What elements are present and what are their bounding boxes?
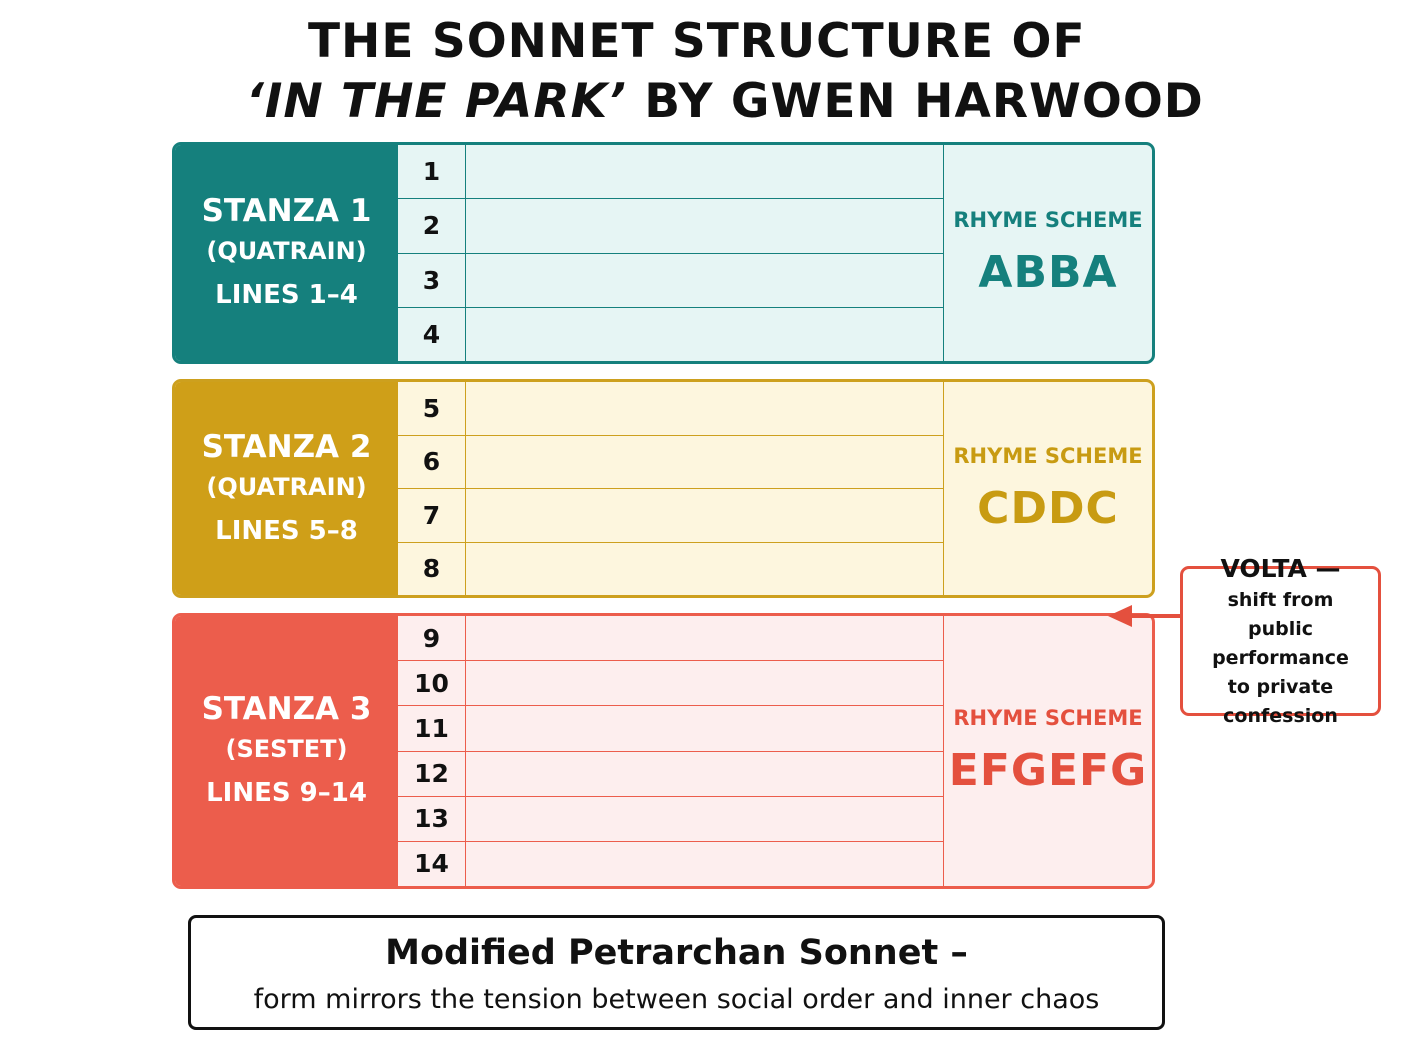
rhyme-scheme-label: RHYME SCHEME	[953, 443, 1143, 468]
stanza-label-2	[175, 382, 398, 595]
line-text-cell	[466, 488, 943, 542]
line-number: 2	[398, 198, 465, 252]
rhyme-scheme-value: EFGEFG	[948, 745, 1148, 796]
line-text-cell	[466, 307, 943, 361]
stanza-label-1	[175, 145, 398, 361]
stanza-form: (SESTET)	[225, 735, 348, 763]
volta-callout	[1180, 553, 1381, 727]
line-number: 5	[422, 393, 441, 423]
title-line-1: THE SONNET STRUCTURE OF	[308, 14, 1086, 69]
line-text-cell	[466, 435, 943, 489]
stanza-name: STANZA 1	[201, 193, 372, 229]
poet-byline: BY GWEN HARWOOD	[626, 74, 1204, 129]
line-text-cell	[466, 796, 943, 841]
stanza-form: (QUATRAIN)	[206, 237, 367, 265]
line-number-column	[398, 616, 465, 886]
line-text-cell	[466, 751, 943, 796]
volta-description-line: public performance	[1212, 617, 1349, 669]
line-text-cell	[466, 841, 943, 886]
stanza-lines-label: LINES 5–8	[215, 515, 358, 546]
rhyme-scheme-panel-3	[944, 616, 1152, 886]
rhyme-scheme-label: RHYME SCHEME	[953, 706, 1143, 730]
line-number: 14	[398, 841, 465, 886]
summary-description: form mirrors the tension between social order and inner chaos	[253, 984, 1100, 1015]
volta-description-line: shift from	[1227, 588, 1334, 611]
line-number: 7	[398, 488, 465, 542]
line-text-column	[465, 382, 944, 595]
rhyme-scheme-label: RHYME SCHEME	[953, 208, 1143, 232]
stanza-form: (QUATRAIN)	[206, 472, 367, 501]
volta-description-line: to private confession	[1223, 675, 1338, 727]
line-number: 12	[398, 751, 465, 796]
poem-title: ‘IN THE PARK’	[246, 74, 627, 129]
line-text-cell	[466, 616, 943, 660]
line-text-cell	[466, 198, 943, 252]
rhyme-scheme-value: ABBA	[978, 247, 1118, 298]
line-text-cell	[466, 382, 943, 435]
volta-title: VOLTA —	[1220, 553, 1341, 583]
line-text-column	[465, 145, 944, 361]
rhyme-scheme-value: CDDC	[977, 482, 1119, 534]
rhyme-scheme-panel-1	[944, 145, 1152, 361]
line-text-cell	[466, 145, 943, 198]
line-number-column	[398, 382, 465, 595]
stanza-label-3	[175, 616, 398, 886]
line-number-column	[398, 145, 465, 361]
line-text-cell	[466, 660, 943, 705]
line-text-cell	[466, 253, 943, 307]
rhyme-scheme-panel-2	[944, 382, 1152, 595]
line-number: 9	[422, 623, 441, 653]
line-text-cell	[466, 705, 943, 750]
summary-box	[188, 915, 1165, 1030]
stanza-lines-label: LINES 1–4	[215, 280, 358, 310]
summary-title: Modified Petrarchan Sonnet –	[385, 933, 968, 973]
line-number: 11	[398, 705, 465, 750]
stanza-block-1	[172, 142, 1155, 364]
line-number: 13	[398, 796, 465, 841]
title-line-2	[246, 74, 1204, 130]
line-number: 4	[398, 307, 465, 361]
line-text-cell	[466, 542, 943, 596]
stanza-lines-label: LINES 9–14	[206, 778, 367, 808]
stanza-name: STANZA 3	[201, 691, 372, 727]
line-number: 3	[398, 253, 465, 307]
stanza-name: STANZA 2	[201, 428, 372, 465]
line-number: 10	[398, 660, 465, 705]
stanza-block-3	[172, 613, 1155, 889]
line-number: 6	[398, 435, 465, 489]
volta-arrow-icon	[1106, 602, 1182, 630]
line-number: 8	[398, 542, 465, 596]
line-number: 1	[422, 157, 441, 187]
stanza-block-2	[172, 379, 1155, 598]
line-text-column	[465, 616, 944, 886]
